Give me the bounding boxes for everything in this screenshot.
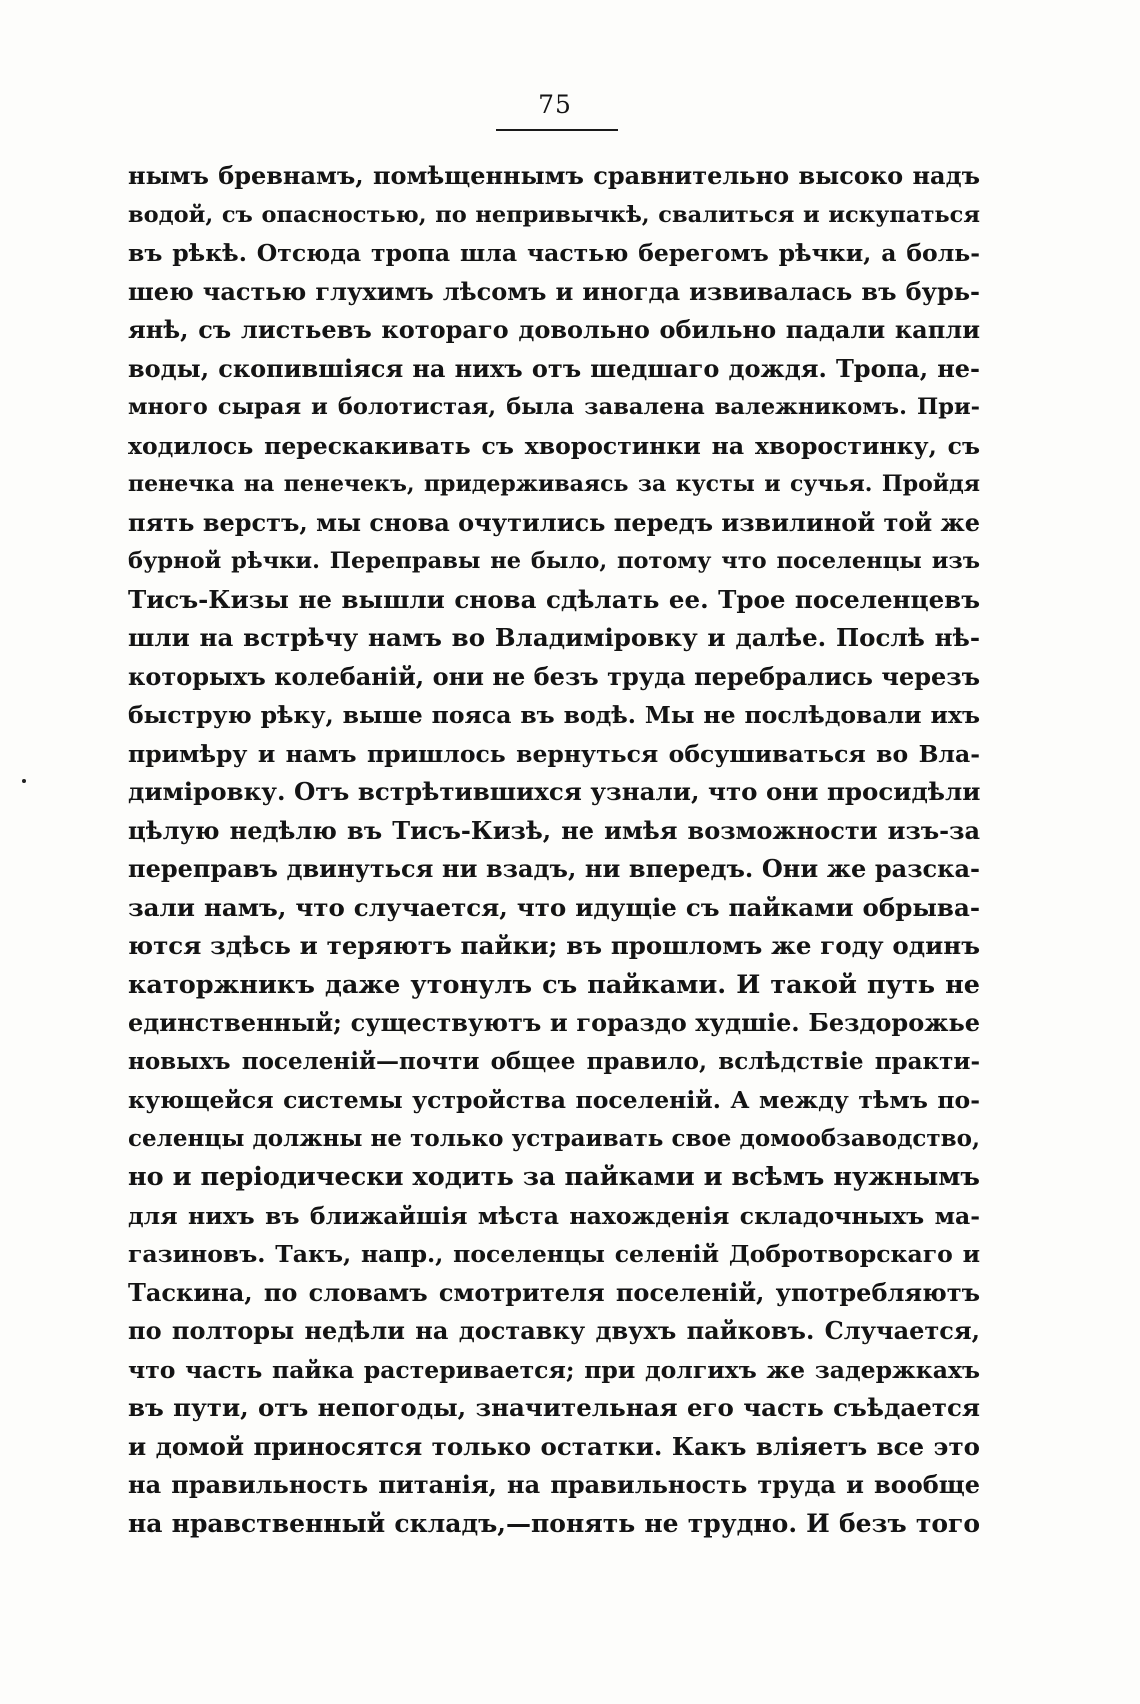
text-line: быструю рѣку, выше пояса въ водѣ. Мы не послѣдовали ихъ	[128, 701, 980, 729]
text-line: нымъ бревнамъ, помѣщеннымъ сравнительно высоко надъ	[128, 161, 980, 190]
text-line: зали намъ, что случается, что идущіе съ пайками обрыва-	[128, 892, 980, 922]
text-line: на нравственный складъ,—понять не трудно. И безъ того	[128, 1508, 980, 1538]
text-line: янѣ, съ листьевъ котораго довольно обильно падали капли	[128, 315, 980, 344]
text-line: въ пути, отъ непогоды, значительная его часть съѣдается	[128, 1393, 980, 1422]
text-line: шею частью глухимъ лѣсомъ и иногда извивалась въ бурь-	[128, 276, 980, 306]
text-line: и домой приносятся только остатки. Какъ вліяетъ все это	[128, 1431, 980, 1461]
text-line: Таскина, по словамъ смотрителя поселеній, употребляютъ	[128, 1277, 980, 1307]
page-number: 75	[538, 90, 572, 119]
header-rule	[496, 129, 618, 131]
body-text	[128, 157, 980, 1543]
text-line: водой, съ опасностью, по непривычкѣ, свалиться и искупаться	[128, 201, 980, 228]
text-line: примѣру и намъ пришлось вернуться обсушиваться во Вла-	[128, 739, 980, 768]
print-speck	[22, 779, 26, 783]
text-line: которыхъ колебаній, они не безъ труда перебрались черезъ	[128, 661, 980, 691]
text-line: каторжникъ даже утонулъ съ пайками. И такой путь не	[128, 969, 980, 1000]
text-line: въ рѣкѣ. Отсюда тропа шла частью берегомъ рѣчки, а боль-	[128, 239, 980, 267]
text-line: Тисъ-Кизы не вышли снова сдѣлать ее. Трое поселенцевъ	[128, 584, 980, 614]
text-line: кующейся системы устройства поселеній. А между тѣмъ по-	[128, 1086, 980, 1114]
text-line: что часть пайка растеривается; при долгихъ же задержкахъ	[128, 1355, 980, 1384]
text-line: на правильность питанія, на правильность труда и вообще	[128, 1470, 980, 1499]
text-line: новыхъ поселеній—почти общее правило, вслѣдствіе практи-	[128, 1047, 980, 1075]
text-line: цѣлую недѣлю въ Тисъ-Кизѣ, не имѣя возможности изъ-за	[128, 815, 980, 845]
text-line: по полторы недѣли на доставку двухъ пайковъ. Случается,	[128, 1316, 980, 1345]
text-line: бурной рѣчки. Переправы не было, потому что поселенцы изъ	[128, 548, 980, 574]
text-line: много сырая и болотистая, была завалена валежникомъ. При-	[128, 394, 980, 420]
text-line: единственный; существуютъ и гораздо худшіе. Бездорожье	[128, 1008, 980, 1037]
text-line: шли на встрѣчу намъ во Владиміровку и далѣе. Послѣ нѣ-	[128, 623, 980, 652]
text-line: селенцы должны не только устраивать свое домообзаводство,	[128, 1124, 980, 1152]
text-line: для нихъ въ ближайшія мѣста нахожденія складочныхъ ма-	[128, 1201, 980, 1230]
text-line: воды, скопившіяся на нихъ отъ шедшаго дождя. Тропа, не-	[128, 353, 980, 383]
text-line: пенечка на пенечекъ, придерживаясь за кусты и сучья. Пройдя	[128, 471, 980, 497]
text-line: пять верстъ, мы снова очутились передъ извилиной той же	[128, 507, 980, 537]
text-line: диміровку. Отъ встрѣтившихся узнали, что они просидѣли	[128, 777, 980, 806]
text-line: переправъ двинуться ни взадъ, ни впередъ. Они же разска-	[128, 854, 980, 883]
text-line: газиновъ. Такъ, напр., поселенцы селеній Добротворскаго и	[128, 1240, 980, 1268]
text-line: ются здѣсь и теряютъ пайки; въ прошломъ же году одинъ	[128, 931, 980, 960]
text-line: ходилось перескакивать съ хворостинки на хворостинку, съ	[128, 431, 980, 460]
text-line: но и періодически ходить за пайками и всѣмъ нужнымъ	[128, 1162, 980, 1192]
